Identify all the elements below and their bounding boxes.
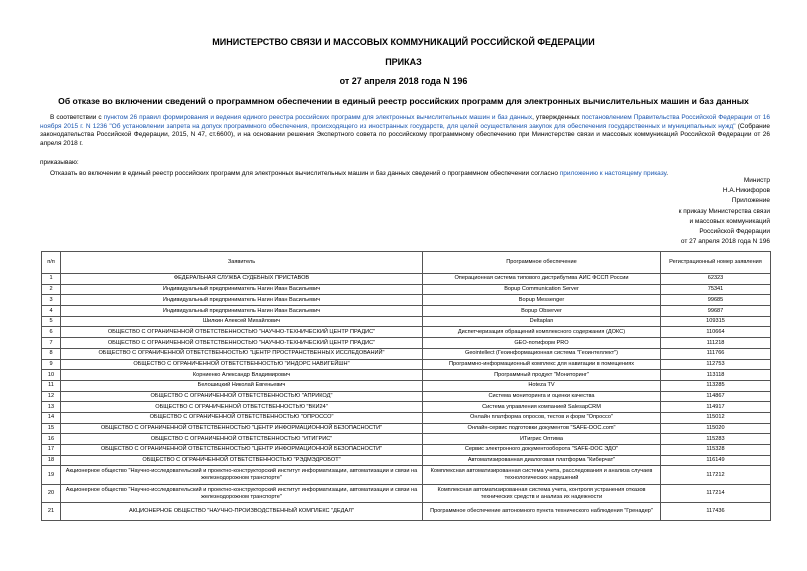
- applicant-cell: Индивидуальный предприниматель Нагин Иван Васильевич: [61, 295, 423, 306]
- regnum-cell: 115328: [661, 445, 771, 456]
- appendix-title: Приложение: [731, 197, 770, 205]
- row-number-cell: 18: [42, 455, 61, 466]
- row-number-cell: 14: [42, 412, 61, 423]
- signer-position: Министр: [743, 177, 770, 184]
- regnum-cell: 110664: [661, 327, 771, 338]
- decree-link[interactable]: постановлением Правительства Российской Федерации от 16 ноября 2015 г. N 1236 "Об установлении запрета на допуск программного обеспечения, происходящего из иностранных государств, для целей осуществления закупок для обеспечения государственных и муниципальных нужд": [40, 114, 771, 130]
- order-text-b: .: [666, 170, 669, 177]
- table-row: [42, 284, 771, 295]
- regnum-cell: 115020: [661, 423, 771, 434]
- preamble-text-a: В соответствии с: [50, 114, 104, 121]
- software-cell: Онлайн-сервис подготовки документов "SAFE-DOC.com": [423, 423, 661, 434]
- header-software: Программное обеспечение: [423, 252, 661, 274]
- table-row: [42, 274, 771, 285]
- table-body: [42, 274, 771, 521]
- table-header-row: [42, 252, 771, 274]
- appendix-ref-3: Российской Федерации: [699, 228, 770, 236]
- applicant-cell: ОБЩЕСТВО С ОГРАНИЧЕННОЙ ОТВЕТСТВЕННОСТЬЮ "ВКИ24": [61, 402, 423, 413]
- row-number-cell: 4: [42, 306, 61, 317]
- regnum-cell: 62323: [661, 274, 771, 285]
- table-row: [42, 455, 771, 466]
- regnum-cell: 117212: [661, 466, 771, 485]
- software-cell: Операционная система типового дистрибутива АИС ФССП России: [423, 274, 661, 285]
- date-number-heading: от 27 апреля 2018 года N 196: [339, 76, 468, 86]
- regnum-cell: 115283: [661, 434, 771, 445]
- regnum-cell: 99687: [661, 306, 771, 317]
- table-row: [42, 359, 771, 370]
- regnum-cell: 114867: [661, 391, 771, 402]
- software-cell: GEO-потиформ PRO: [423, 338, 661, 349]
- table-row: [42, 391, 771, 402]
- regnum-cell: 111766: [661, 348, 771, 359]
- doc-type-heading: ПРИКАЗ: [385, 57, 422, 67]
- software-cell: Bopup Observer: [423, 306, 661, 317]
- row-number-cell: 8: [42, 348, 61, 359]
- applicant-cell: ОБЩЕСТВО С ОГРАНИЧЕННОЙ ОТВЕТСТВЕННОСТЬЮ "НАУЧНО-ТЕХНИЧЕСКИЙ ЦЕНТР ПРАДИС": [61, 327, 423, 338]
- appendix-ref-2: и массовых коммуникаций: [689, 217, 770, 225]
- order-word: приказываю:: [40, 159, 79, 166]
- regnum-cell: 99685: [661, 295, 771, 306]
- preamble-text-b: , утвержденных: [532, 114, 582, 121]
- table-row: [42, 402, 771, 413]
- applicant-cell: Белошицкий Николай Евгеньевич: [61, 380, 423, 391]
- row-number-cell: 5: [42, 316, 61, 327]
- applicant-cell: ОБЩЕСТВО С ОГРАНИЧЕННОЙ ОТВЕТСТВЕННОСТЬЮ "НАУЧНО-ТЕХНИЧЕСКИЙ ЦЕНТР ПРАДИС": [61, 338, 423, 349]
- software-cell: Онлайн платформа опросов, тестов и форм "Опроссо": [423, 412, 661, 423]
- software-cell: Hoteza TV: [423, 380, 661, 391]
- applicant-cell: ОБЩЕСТВО С ОГРАНИЧЕННОЙ ОТВЕТСТВЕННОСТЬЮ "ЦЕНТР ИНФОРМАЦИОННОЙ БЕЗОПАСНОСТИ": [61, 445, 423, 456]
- software-cell: Программное обеспечение автономного пункта технического наблюдения "Гренадер": [423, 503, 661, 521]
- table-row: [42, 306, 771, 317]
- appendix-link[interactable]: приложению к настоящему приказу: [559, 170, 667, 177]
- header-regnum: Регистрационный номер заявления: [661, 252, 771, 274]
- applicant-cell: Индивидуальный предприниматель Нагин Иван Васильевич: [61, 284, 423, 295]
- regnum-cell: 115012: [661, 412, 771, 423]
- software-cell: Программно-информационный комплекс для навигации в помещениях: [423, 359, 661, 370]
- table-row: [42, 327, 771, 338]
- software-cell: Сервис электронного документооборота "SAFE-DOC ЭДО": [423, 445, 661, 456]
- row-number-cell: 10: [42, 370, 61, 381]
- applicant-cell: ОБЩЕСТВО С ОГРАНИЧЕННОЙ ОТВЕТСТВЕННОСТЬЮ "ОПРОССО": [61, 412, 423, 423]
- row-number-cell: 7: [42, 338, 61, 349]
- regnum-cell: 117214: [661, 484, 771, 503]
- applicant-cell: Шилкин Алексей Михайлович: [61, 316, 423, 327]
- order-title: Об отказе во включении сведений о программном обеспечении в единый реестр российских программ для электронных вычислительных машин и баз данных: [58, 96, 749, 106]
- table-row: [42, 466, 771, 485]
- row-number-cell: 13: [42, 402, 61, 413]
- table-row: [42, 423, 771, 434]
- applicant-cell: ОБЩЕСТВО С ОГРАНИЧЕННОЙ ОТВЕТСТВЕННОСТЬЮ "АПРИКОД": [61, 391, 423, 402]
- row-number-cell: 1: [42, 274, 61, 285]
- regnum-cell: 113118: [661, 370, 771, 381]
- signer-name: Н.А.Никифоров: [722, 187, 770, 195]
- regnum-cell: 109315: [661, 316, 771, 327]
- row-number-cell: 15: [42, 423, 61, 434]
- row-number-cell: 2: [42, 284, 61, 295]
- row-number-cell: 12: [42, 391, 61, 402]
- table-row: [42, 316, 771, 327]
- software-cell: Система управления компанией SalesapCRM: [423, 402, 661, 413]
- table-row: [42, 412, 771, 423]
- table-row: [42, 348, 771, 359]
- applicant-cell: ОБЩЕСТВО С ОГРАНИЧЕННОЙ ОТВЕТСТВЕННОСТЬЮ "ЦЕНТР ПРОСТРАНСТВЕННЫХ ИССЛЕДОВАНИЙ": [61, 348, 423, 359]
- registry-table: [41, 251, 771, 521]
- regnum-cell: 117436: [661, 503, 771, 521]
- table-row: [42, 503, 771, 521]
- preamble-paragraph: [40, 114, 770, 148]
- rules-link[interactable]: пунктом 26 правил формирования и ведения единого реестра российских программ для электронных вычислительных машин и баз данных: [103, 114, 533, 121]
- row-number-cell: 9: [42, 359, 61, 370]
- regnum-cell: 112753: [661, 359, 771, 370]
- software-cell: Bopup Communication Server: [423, 284, 661, 295]
- applicant-cell: Корниенко Александр Владимирович: [61, 370, 423, 381]
- software-cell: Комплексная автоматизированная система учета, расследования и анализа случаев технологических нарушений: [423, 466, 661, 485]
- row-number-cell: 16: [42, 434, 61, 445]
- applicant-cell: Индивидуальный предприниматель Нагин Иван Васильевич: [61, 306, 423, 317]
- table-row: [42, 434, 771, 445]
- software-cell: Deltaplan: [423, 316, 661, 327]
- software-cell: Комплексная автоматизированная система учета, контроля устранения отказов технических средств и анализа их надежности: [423, 484, 661, 503]
- table-row: [42, 338, 771, 349]
- applicant-cell: Акционерное общество "Научно-исследовательский и проектно-конструкторский институт информатизации, автоматизации и связи на железнодорожном транспорте": [61, 466, 423, 485]
- regnum-cell: 114917: [661, 402, 771, 413]
- regnum-cell: 113285: [661, 380, 771, 391]
- row-number-cell: 19: [42, 466, 61, 485]
- applicant-cell: ОБЩЕСТВО С ОГРАНИЧЕННОЙ ОТВЕТСТВЕННОСТЬЮ "РЭДМЭДРОБОТ": [61, 455, 423, 466]
- regnum-cell: 111218: [661, 338, 771, 349]
- row-number-cell: 6: [42, 327, 61, 338]
- row-number-cell: 21: [42, 503, 61, 521]
- preamble-text-c: (Собрание законодательства Российской Федерации, 2015, N 47, ст.6600), и на основании решения Экспертного совета по российскому программному обеспечению при Министерстве связи и массовых коммуникаций Российской Федерации от 26 апреля 2018 г.: [40, 122, 770, 147]
- software-cell: Bopup Messenger: [423, 295, 661, 306]
- signature-block: [610, 176, 770, 247]
- software-cell: Программный продукт "Мониторинг": [423, 370, 661, 381]
- software-cell: Geointellect (Геоинформационная система "Геоинтеллект"): [423, 348, 661, 359]
- software-cell: ИТигрис Оптима: [423, 434, 661, 445]
- row-number-cell: 11: [42, 380, 61, 391]
- software-cell: Диспетчеризация обращений комплексного содержания (ДОКС): [423, 327, 661, 338]
- regnum-cell: 75341: [661, 284, 771, 295]
- software-cell: Система мониторинга и оценки качества: [423, 391, 661, 402]
- software-cell: Автоматизированная диалоговая платформа "Киберчат": [423, 455, 661, 466]
- row-number-cell: 3: [42, 295, 61, 306]
- appendix-ref-4: от 27 апреля 2018 года N 196: [680, 238, 770, 246]
- applicant-cell: АКЦИОНЕРНОЕ ОБЩЕСТВО "НАУЧНО-ПРОИЗВОДСТВЕННЫЙ КОМПЛЕКС "ДЕДАЛ": [61, 503, 423, 521]
- applicant-cell: Акционерное общество "Научно-исследовательский и проектно-конструкторский институт информатизации, автоматизации и связи на железнодорожном транспорте": [61, 484, 423, 503]
- header-applicant: Заявитель: [61, 252, 423, 274]
- table-row: [42, 445, 771, 456]
- applicant-cell: ОБЩЕСТВО С ОГРАНИЧЕННОЙ ОТВЕТСТВЕННОСТЬЮ "ИТИГРИС": [61, 434, 423, 445]
- appendix-ref-1: к приказу Министерства связи: [678, 207, 770, 215]
- applicant-cell: ОБЩЕСТВО С ОГРАНИЧЕННОЙ ОТВЕТСТВЕННОСТЬЮ "ИНДОРС НАВИГЕЙШН": [61, 359, 423, 370]
- table-row: [42, 380, 771, 391]
- table-row: [42, 484, 771, 503]
- table-row: [42, 370, 771, 381]
- row-number-cell: 20: [42, 484, 61, 503]
- header-num: п/п: [42, 252, 61, 274]
- applicant-cell: ФЕДЕРАЛЬНАЯ СЛУЖБА СУДЕБНЫХ ПРИСТАВОВ: [61, 274, 423, 285]
- applicant-cell: ОБЩЕСТВО С ОГРАНИЧЕННОЙ ОТВЕТСТВЕННОСТЬЮ "ЦЕНТР ИНФОРМАЦИОННОЙ БЕЗОПАСНОСТИ": [61, 423, 423, 434]
- order-text-a: Отказать во включении в единый реестр российских программ для электронных вычислительных машин и баз данных сведений о программном обеспечении согласно: [50, 170, 560, 177]
- ministry-heading: МИНИСТЕРСТВО СВЯЗИ И МАССОВЫХ КОММУНИКАЦИЙ РОССИЙСКОЙ ФЕДЕРАЦИИ: [212, 37, 595, 47]
- table-row: [42, 295, 771, 306]
- regnum-cell: 116149: [661, 455, 771, 466]
- row-number-cell: 17: [42, 445, 61, 456]
